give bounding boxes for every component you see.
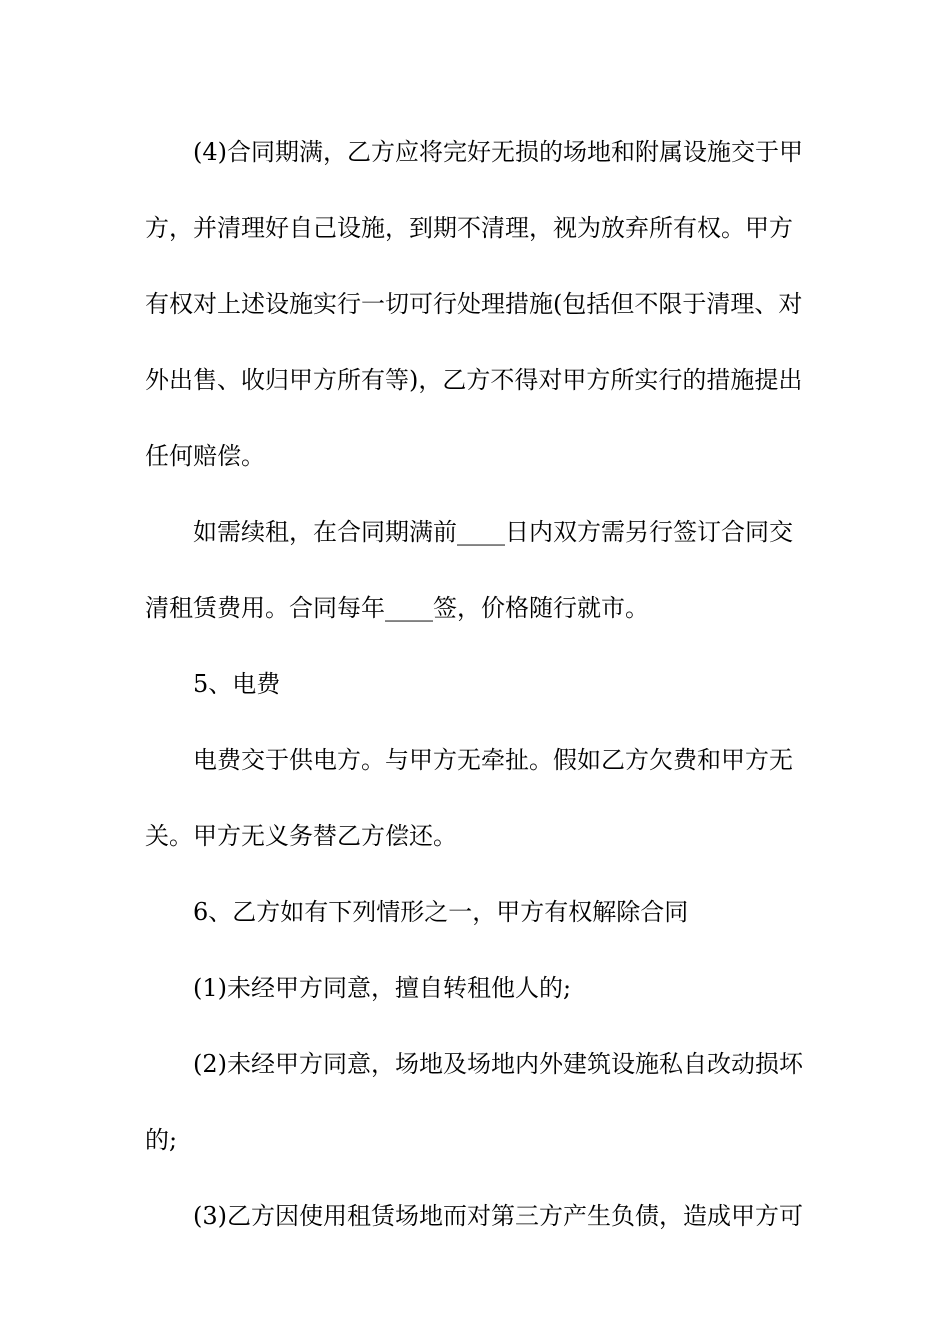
document-body — [145, 127, 810, 1267]
termination-item-2-line-2: 的; — [145, 1126, 178, 1154]
clause-4-line-5: 任何赔偿。 — [145, 442, 265, 470]
clause-4-line-1: (4)合同期满，乙方应将完好无损的场地和附属设施交于甲 — [193, 138, 803, 166]
renewal-line-2: 清租赁费用。合同每年____签，价格随行就市。 — [145, 594, 649, 622]
renewal-line-1: 如需续租，在合同期满前____日内双方需另行签订合同交 — [193, 518, 793, 546]
electricity-line-1: 电费交于供电方。与甲方无牵扯。假如乙方欠费和甲方无 — [193, 746, 793, 774]
clause-4-line-3: 有权对上述设施实行一切可行处理措施(包括但不限于清理、对 — [145, 290, 803, 318]
clause-4-line-2: 方，并清理好自己设施，到期不清理，视为放弃所有权。甲方 — [145, 214, 793, 242]
electricity-line-2: 关。甲方无义务替乙方偿还。 — [145, 822, 457, 850]
section-5-heading: 5、电费 — [193, 670, 281, 698]
section-6-heading: 6、乙方如有下列情形之一，甲方有权解除合同 — [193, 898, 689, 926]
termination-item-3-line-1: (3)乙方因使用租赁场地而对第三方产生负债，造成甲方可 — [193, 1202, 803, 1230]
termination-item-2-line-1: (2)未经甲方同意，场地及场地内外建筑设施私自改动损坏 — [193, 1050, 803, 1078]
termination-item-1: (1)未经甲方同意，擅自转租他人的; — [193, 974, 572, 1002]
clause-4-line-4: 外出售、收归甲方所有等)，乙方不得对甲方所实行的措施提出 — [145, 366, 803, 394]
